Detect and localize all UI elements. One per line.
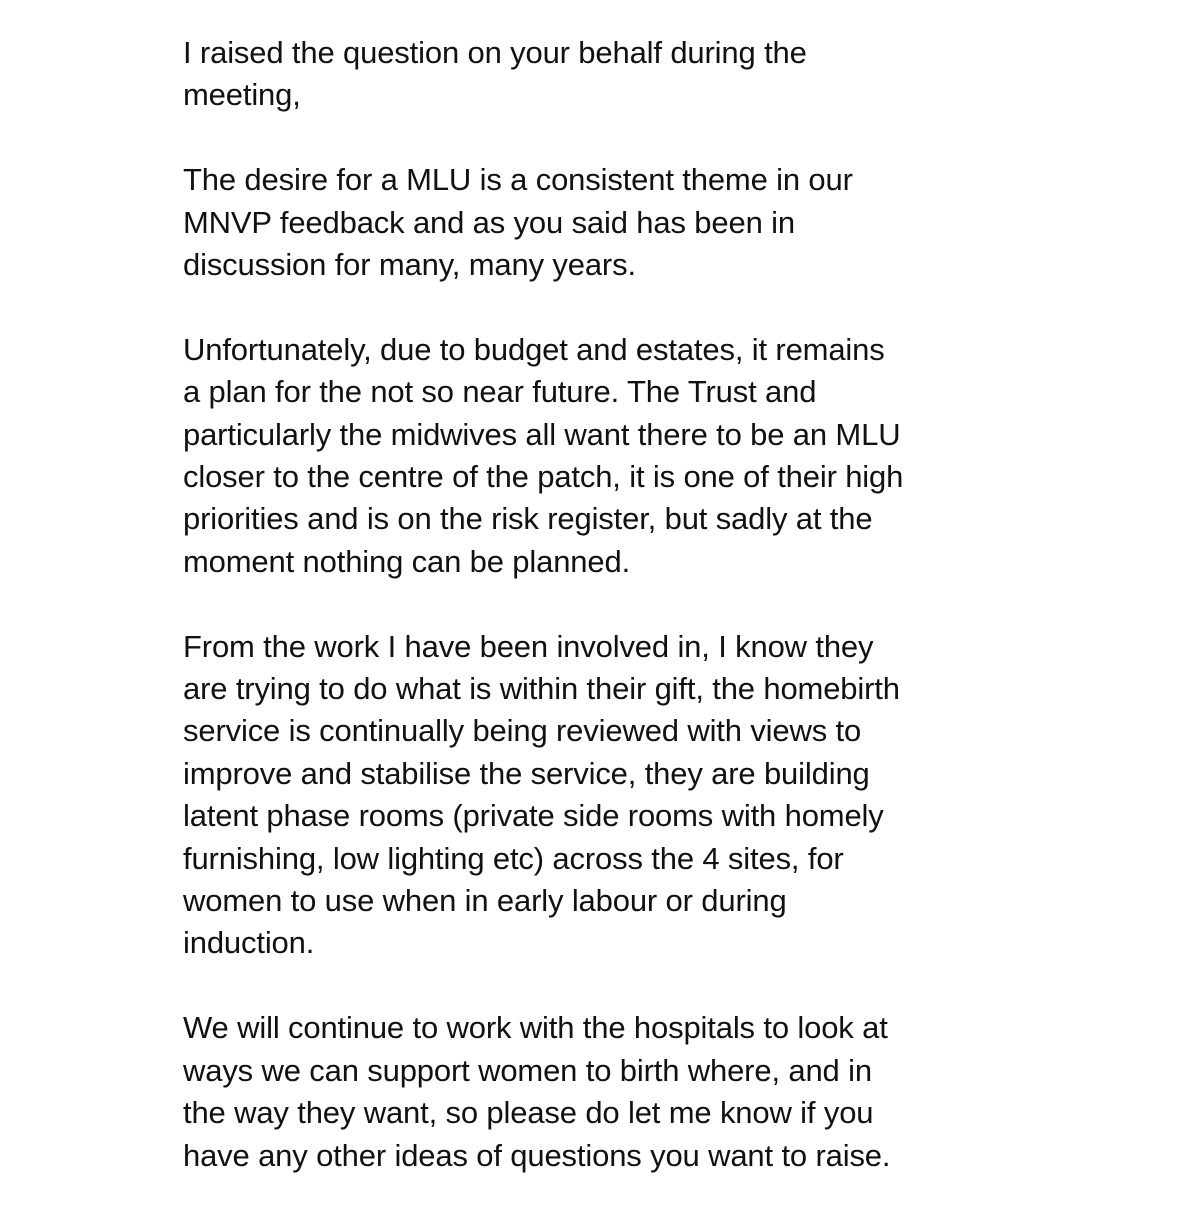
text-line: discussion for many, many years.: [183, 247, 636, 283]
text-line: induction.: [183, 925, 315, 961]
text-line: latent phase rooms (private side rooms with homely: [183, 798, 884, 834]
text-line: women to use when in early labour or during: [183, 883, 787, 919]
text-line: priorities and is on the risk register, but sadly at the: [183, 501, 873, 537]
message-body: [183, 32, 973, 1219]
paragraph-budget-estates: [183, 329, 973, 583]
text-line: We will continue to work with the hospitals to look at: [183, 1010, 888, 1046]
paragraph-meeting: [183, 32, 973, 117]
text-line: are trying to do what is within their gift, the homebirth: [183, 671, 900, 707]
text-line: From the work I have been involved in, I know they: [183, 628, 874, 664]
text-line: the way they want, so please do let me know if you: [183, 1095, 874, 1131]
paragraph-mlu-feedback: [183, 159, 973, 286]
text-line: Unfortunately, due to budget and estates, it remains: [183, 331, 885, 367]
text-line: moment nothing can be planned.: [183, 543, 631, 579]
paragraph-homebirth-service: [183, 626, 973, 965]
text-line: meeting,: [183, 77, 301, 113]
text-line: have any other ideas of questions you want to raise.: [183, 1137, 891, 1173]
text-line: service is continually being reviewed with views to: [183, 713, 862, 749]
text-line: improve and stabilise the service, they are building: [183, 755, 870, 791]
text-line: ways we can support women to birth where, and in: [183, 1052, 872, 1088]
text-line: MNVP feedback and as you said has been in: [183, 204, 795, 240]
paragraph-continue-work: [183, 1007, 973, 1177]
text-line: furnishing, low lighting etc) across the 4 sites, for: [183, 840, 844, 876]
text-line: a plan for the not so near future. The Trust and: [183, 374, 817, 410]
text-line: The desire for a MLU is a consistent theme in our: [183, 162, 853, 198]
text-line: I raised the question on your behalf during the: [183, 35, 807, 70]
text-line: closer to the centre of the patch, it is one of their high: [183, 459, 904, 495]
text-line: particularly the midwives all want there to be an MLU: [183, 416, 901, 452]
